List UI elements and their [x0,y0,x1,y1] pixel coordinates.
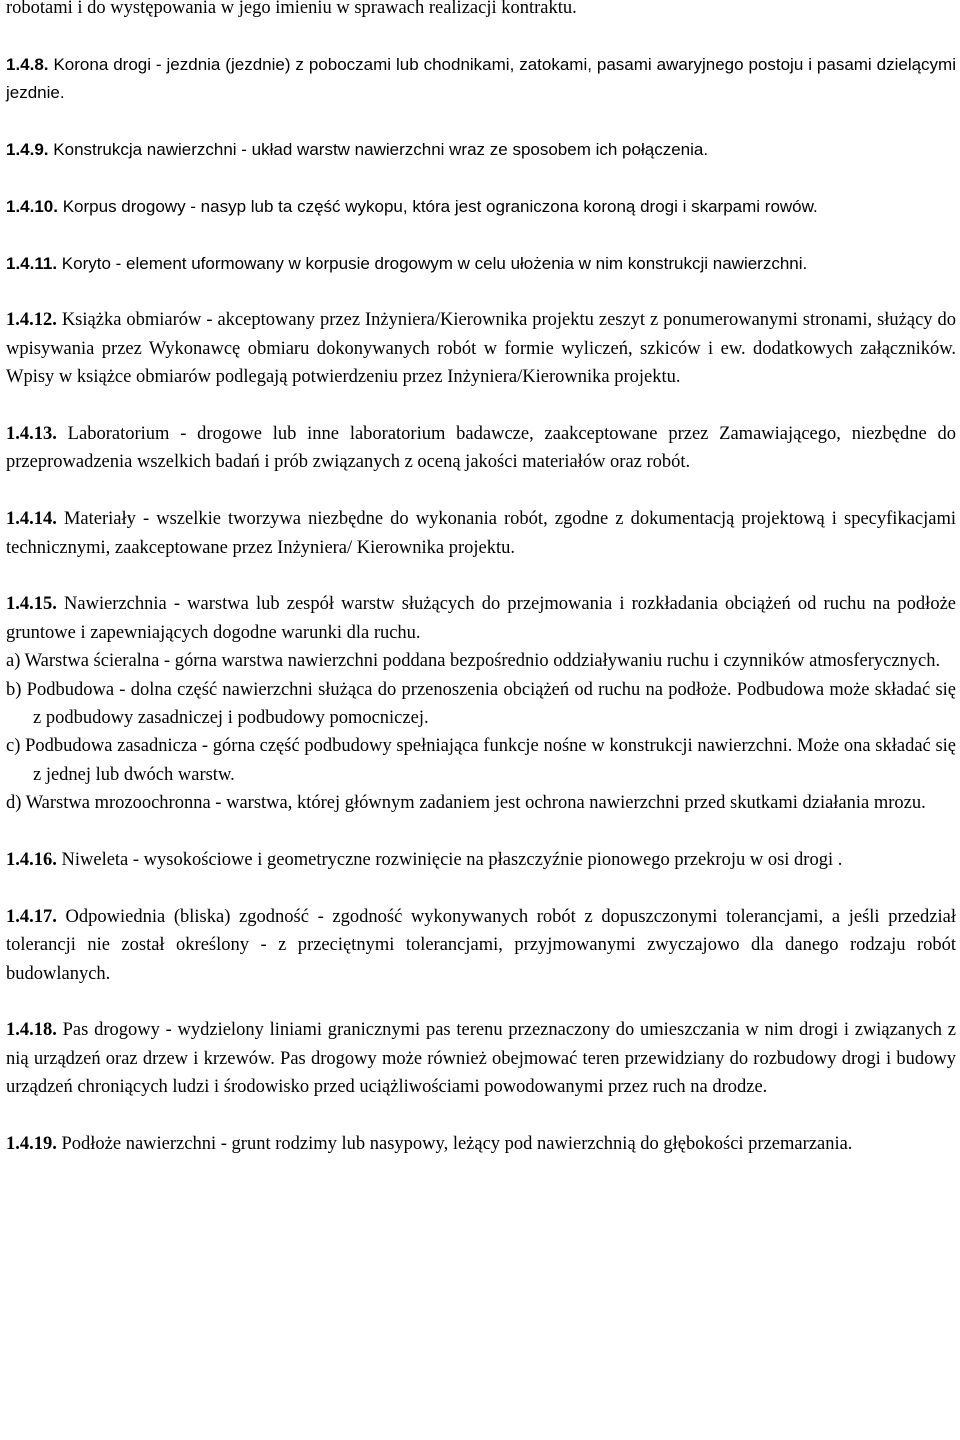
definition-text: Książka obmiarów - akceptowany przez Inżyniera/Kierownika projektu zeszyt z ponumerowanymi stronami, służący do wpisywania przez Wykonawcę obmiaru dokonywanych robót w formie wyliczeń, szkiców i ew. dodatkowych załączników. Wpisy w książce obmiarów podlegają potwierdzeniu przez Inżyniera/Kierownika projektu. [6,310,956,388]
definition-number: 1.4.10. [6,196,58,216]
definition-number: 1.4.19. [6,1134,57,1155]
definition-1-4-16 [6,846,956,874]
definition-text: Odpowiednia (bliska) zgodność - zgodność wykonywanych robót z dopuszczonymi tolerancjami, a jeśli przedział tolerancji nie został określony - z przeciętnymi tolerancjami, przyjmowanymi zwyczajowo dla danego rodzaju robót budowlanych. [6,906,956,984]
definition-text: Koryto - element uformowany w korpusie drogowym w celu ułożenia w nim konstrukcji nawierzchni. [57,253,808,273]
definition-text: Korona drogi - jezdnia (jezdnie) z poboczami lub chodnikami, zatokami, pasami awaryjnego postoju i pasami dzielącymi jezdnie. [6,54,956,103]
definition-text: Podłoże nawierzchni - grunt rodzimy lub nasypowy, leżący pod nawierzchnią do głębokości przemarzania. [56,1134,853,1155]
definition-number: 1.4.11. [6,253,58,273]
definition-text: Niweleta - wysokościowe i geometryczne rozwinięcie na płaszczyźnie pionowego przekroju w osi drogi . [56,850,843,871]
definition-1-4-13 [6,420,956,477]
definition-1-4-17 [6,903,956,988]
nawierzchnia-item-d: d) Warstwa mrozoochronna - warstwa, której głównym zadaniem jest ochrona nawierzchni przed skutkami działania mrozu. [6,793,926,814]
intro-paragraph: robotami i do występowania w jego imieniu w sprawach realizacji kontraktu. [6,0,577,18]
definition-text: Pas drogowy - wydzielony liniami granicznymi pas terenu przeznaczony do umieszczania w nim drogi i związanych z nią urządzeń oraz drzew i krzewów. Pas drogowy może również obejmować teren przewidziany do rozbudowy drogi i budowy urządzeń chroniących ludzi i środowisko przed uciążliwościami powodowanymi przez ruch na drodze. [6,1020,956,1098]
definition-number: 1.4.13. [6,424,57,444]
definition-1-4-10 [6,193,956,221]
definition-text: Materiały - wszelkie tworzywa niezbędne do wykonania robót, zgodne z dokumentacją projektową i specyfikacjami technicznymi, zaakceptowane przez Inżyniera/ Kierownika projektu. [6,509,956,558]
definition-1-4-11 [6,250,956,278]
definition-text: Laboratorium - drogowe lub inne laboratorium badawcze, zaakceptowane przez Zamawiającego, niezbędne do przeprowadzenia wszelkich badań i prób związanych z oceną jakości materiałów oraz robót. [6,424,956,473]
nawierzchnia-item-a: a) Warstwa ścieralna - górna warstwa nawierzchni poddana bezpośrednio oddziaływaniu ruchu i czynników atmosferycznych. [6,651,941,672]
definition-number: 1.4.14. [6,509,57,530]
definition-text: Korpus drogowy - nasyp lub ta część wykopu, która jest ograniczona koroną drogi i skarpami rowów. [58,196,818,216]
definition-1-4-15 [6,590,956,647]
definition-number: 1.4.8. [6,54,49,74]
definition-number: 1.4.18. [6,1020,57,1041]
definition-number: 1.4.12. [6,310,57,331]
definition-1-4-12 [6,306,956,391]
definition-1-4-9 [6,136,956,164]
definition-text: Nawierzchnia - warstwa lub zespół warstw służących do przejmowania i rozkładania obciążeń od ruchu na podłoże gruntowe i zapewniających dogodne warunki dla ruchu. [6,594,956,643]
definition-number: 1.4.9. [6,140,49,159]
definition-number: 1.4.17. [6,906,57,927]
definition-1-4-18 [6,1016,956,1101]
nawierzchnia-item-b: b) Podbudowa - dolna część nawierzchni służąca do przenoszenia obciążeń od ruchu na podłoże. Podbudowa może składać się z podbudowy zasadniczej i podbudowy pomocniczej. [6,679,956,729]
definition-number: 1.4.16. [6,850,57,871]
nawierzchnia-item-c: c) Podbudowa zasadnicza - górna część podbudowy spełniająca funkcje nośne w konstrukcji nawierzchni. Może ona składać się z jednej lub dwóch warstw. [6,736,956,785]
definition-number: 1.4.15. [6,594,57,615]
definition-1-4-8 [6,51,956,108]
definition-text: Konstrukcja nawierzchni - układ warstw nawierzchni wraz ze sposobem ich połączenia. [48,140,709,159]
definition-1-4-19 [6,1130,956,1158]
definition-1-4-14 [6,505,956,562]
